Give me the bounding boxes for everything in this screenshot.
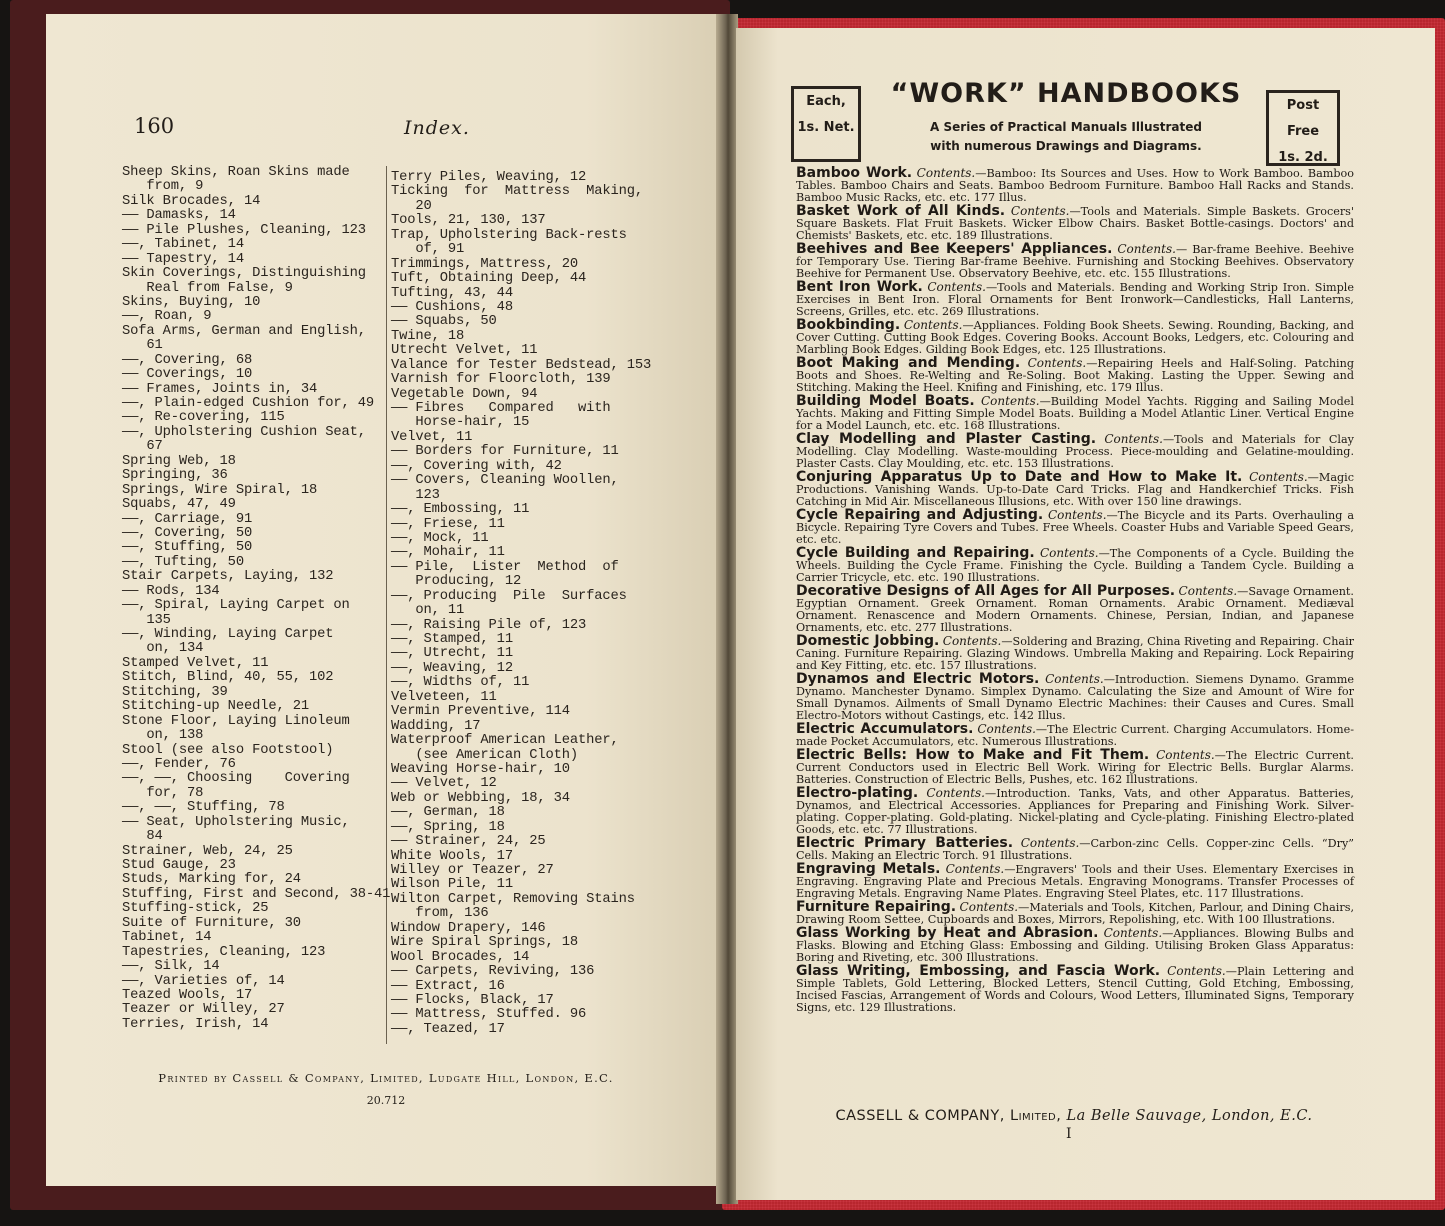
contents-label: Contents. <box>1167 964 1226 978</box>
contents-label: Contents. <box>1178 584 1238 598</box>
contents-label: Contents. <box>1249 470 1308 484</box>
contents-label: Contents. <box>977 722 1036 736</box>
handbook-entry <box>796 279 1354 318</box>
index-line: (see American Cloth) <box>391 747 578 763</box>
index-line: Sofa Arms, German and English, <box>122 323 366 339</box>
index-line: for, 78 <box>122 785 204 801</box>
index-line: ——, Producing Pile Surfaces <box>391 588 627 604</box>
index-line: ——, Teazed, 17 <box>391 1021 505 1037</box>
handbook-description: —The Components of a Cycle. Building the Wheels. Building the Cycle Frame. Finishing the Cycle. Building a Tandem Cycle. Building a Carrier Tricycle, etc. etc. 190 Illustrations. <box>796 547 1354 584</box>
index-line: Willey or Teazer, 27 <box>391 863 554 878</box>
handbook-description: —Appliances. Folding Book Sheets. Sewing. Rounding, Backing, and Cover Cutting. Cutting Book Edges. Covering Books. Account Books, Ledgers, etc. Colouring and Marbling Book Edges. Gilding Book Edges, etc. 125 Illustrations. <box>796 319 1354 356</box>
contents-label: Contents. <box>1104 432 1163 446</box>
index-line: from, 9 <box>122 179 204 195</box>
index-line: ——, Tufting, 50 <box>122 554 244 570</box>
index-line: ——, Fender, 76 <box>122 756 236 772</box>
index-line: Springs, Wire Spiral, 18 <box>122 482 318 498</box>
index-line: —— Damasks, 14 <box>122 208 236 224</box>
index-line: ——, Covering, 50 <box>122 525 253 541</box>
handbook-entry <box>796 835 1354 862</box>
handbook-description: —Introduction. Siemens Dynamo. Gramme Dynamo. Manchester Dynamo. Simplex Dynamo. Calculating the Size and Amount of Wire for Small Dynamos. Ailments of Small Dynamo Electric Machines: their Causes and Cures. Small Electro-Motors without Castings, etc. 142 Illus. <box>796 673 1354 722</box>
index-line: Trimmings, Mattress, 20 <box>391 256 578 272</box>
handbook-description: —Engravers' Tools and their Uses. Elementary Exercises in Engraving. Engraving Plate and Precious Metals. Engraving Monograms. Transfer Processes of Engraving Metals. Engraving Name Plates. Engraving Steel Plates, etc. 117 Illustrations. <box>796 863 1354 900</box>
index-line: Tuft, Obtaining Deep, 44 <box>391 271 587 287</box>
handbook-title: Dynamos and Electric Motors. <box>796 671 1040 687</box>
index-column-1 <box>122 166 390 1032</box>
handbook-title: Beehives and Bee Keepers' Appliances. <box>796 241 1113 257</box>
index-line: —— Pile, Lister Method of <box>391 559 619 575</box>
handbook-description: —The Electric Current. Charging Accumulators. Home-made Pocket Accumulators, etc. Numerous Illustrations. <box>796 723 1355 748</box>
handbook-entry <box>796 785 1354 836</box>
handbook-description: —Tools and Materials. Bending and Working Strip Iron. Simple Exercises in Bent Iron. Floral Ornaments for Bent Ironwork—Candlesticks, Hall Lanterns, Screens, Grilles, etc. etc. 269 Illustrations. <box>796 281 1354 318</box>
handbook-title: Bent Iron Work. <box>796 279 923 295</box>
handbook-description: —Tools and Materials. Simple Baskets. Grocers' Square Baskets. Flat Fruit Baskets. Wicker Elbow Chairs. Basket Bottle-casings. Doctors' and Chemists' Baskets, etc. etc. 189 Illustrations. <box>796 205 1354 242</box>
handbook-title: Boot Making and Mending. <box>796 355 1021 371</box>
contents-label: Contents. <box>916 166 976 180</box>
index-line: ——, Widths of, 11 <box>391 675 530 691</box>
contents-label: Contents. <box>1020 836 1080 850</box>
handbook-entry <box>796 671 1354 722</box>
advert-subtitle <box>876 118 1256 156</box>
index-line: ——, Covering with, 42 <box>391 458 562 474</box>
index-line: 84 <box>122 829 163 845</box>
contents-label: Contents. <box>1156 748 1215 762</box>
index-line: Teazer or Willey, 27 <box>122 1002 285 1018</box>
index-line: 20 <box>391 198 432 214</box>
handbook-title: Electro-plating. <box>796 785 919 801</box>
index-line: on, 11 <box>391 603 465 619</box>
index-line: ——, Varieties of, 14 <box>122 973 285 989</box>
index-line: Stitching, 39 <box>122 684 228 700</box>
index-line: 135 <box>122 612 171 628</box>
handbook-title: Glass Working by Heat and Abrasion. <box>796 925 1099 941</box>
contents-label: Contents. <box>1027 356 1087 370</box>
index-line: Twine, 18 <box>391 328 465 344</box>
index-line: ——, Friese, 11 <box>391 516 505 532</box>
price-box-each <box>791 86 861 162</box>
handbook-title: Building Model Boats. <box>796 393 975 409</box>
print-code: 20.712 <box>366 1094 406 1107</box>
contents-label: Contents. <box>1040 546 1099 560</box>
index-line: ——, Carriage, 91 <box>122 511 253 527</box>
index-line: Stamped Velvet, 11 <box>122 655 269 671</box>
index-line: Valance for Tester Bedstead, 153 <box>391 357 652 373</box>
index-line: Wilton Carpet, Removing Stains <box>391 891 635 907</box>
index-line: Trap, Upholstering Back-rests <box>391 227 627 243</box>
contents-label: Contents. <box>1010 204 1070 218</box>
index-line: —— Frames, Joints in, 34 <box>122 381 318 397</box>
publisher-name: CASSELL & COMPANY, <box>835 1108 1010 1124</box>
contents-label: Contents. <box>942 634 1002 648</box>
handbook-description: —The Electric Current. Current Conductors used in Electric Bell Work. Wiring for Electric Bells. Burglar Alarms. Batteries. Construction of Electric Bells, Pushes, etc. 162 Illustrations. <box>796 749 1354 786</box>
index-line: Velvet, 11 <box>391 429 473 445</box>
handbook-title: Bookbinding. <box>796 317 901 333</box>
index-line: Wool Brocades, 14 <box>391 949 530 965</box>
handbook-title: Clay Modelling and Plaster Casting. <box>796 431 1097 447</box>
handbook-entry <box>796 317 1354 356</box>
index-line: Spring Web, 18 <box>122 453 236 469</box>
index-line: Springing, 36 <box>122 468 228 484</box>
index-line: from, 136 <box>391 906 489 922</box>
index-line: Teazed Wools, 17 <box>122 987 253 1003</box>
handbook-description: —Magic Productions. Vanishing Wands. Up-to-Date Card Tricks. Flag and Handkerchief Tricks. Fish Catching in Mid Air. Miscellaneous Illusions, etc. With over 150 line drawings. <box>796 471 1354 508</box>
handbook-entry <box>796 747 1354 786</box>
handbook-description: —Bamboo: Its Sources and Uses. How to Work Bamboo. Bamboo Tables. Bamboo Chairs and Seats. Bamboo Bedroom Furniture. Bamboo Hall Racks and Stands. Bamboo Music Racks, etc. etc. 177 Illus. <box>796 167 1355 204</box>
index-line: ——, Raising Pile of, 123 <box>391 617 587 633</box>
index-line: ——, ——, Stuffing, 78 <box>122 800 285 816</box>
index-line: ——, Winding, Laying Carpet <box>122 627 334 642</box>
handbook-description: —Repairing Heels and Half-Soling. Patching Boots and Shoes. Re-Welting and Re-Soling. Boot Making. Lasting the Upper. Sewing and Stitching. Making the Heel. Knifing and Finishing, etc. 179 Illus. <box>796 357 1354 394</box>
index-line: 123 <box>391 487 440 503</box>
index-line: Terry Piles, Weaving, 12 <box>391 170 587 185</box>
handbook-title: Decorative Designs of All Ages for All Purposes. <box>796 583 1176 599</box>
index-column-2 <box>391 171 651 1037</box>
handbook-entry <box>796 633 1354 672</box>
index-line: on, 138 <box>122 728 204 744</box>
handbook-description: —Materials and Tools, Kitchen, Parlour, and Dining Chairs, Drawing Room Settee, Cupboards and Boxes, Mirrors, Repolishing, etc. With 100 Illustrations. <box>796 901 1355 926</box>
index-line: ——, Utrecht, 11 <box>391 646 513 662</box>
index-line: Producing, 12 <box>391 574 522 590</box>
handbook-entry <box>796 721 1355 748</box>
index-line: White Wools, 17 <box>391 848 513 864</box>
advert-title: “WORK” HANDBOOKS <box>890 78 1242 109</box>
index-line: Squabs, 47, 49 <box>122 497 236 513</box>
index-line: —— Strainer, 24, 25 <box>391 834 546 850</box>
index-line: —— Seat, Upholstering Music, <box>122 814 350 830</box>
subtitle-line-1: A Series of Practical Manuals Illustrated <box>930 120 1202 134</box>
index-line: Skin Coverings, Distinguishing <box>122 266 366 282</box>
handbook-description: —The Bicycle and its Parts. Overhauling a Bicycle. Repairing Tyre Covers and Tubes. Free Wheels. Coaster Hubs and Variable Speed Gears, etc. etc. <box>796 509 1354 546</box>
handbook-description: — Bar-frame Beehive. Beehive for Temporary Use. Tiering Bar-frame Beehive. Furnishing and Stocking Beehives. Observatory Beehive for Permanent Use. Observatory Beehive, etc. etc. 155 Illustrations. <box>796 243 1354 280</box>
index-line: on, 134 <box>122 641 204 657</box>
handbook-description: —Savage Ornament. Egyptian Ornament. Greek Ornament. Roman Ornaments. Arabic Ornament. Mediæval Ornament. Renascence and Modern Ornaments. Chinese, Persian, Indian, and Japanese Ornaments, etc. etc. 277 Illustrations. <box>796 585 1354 634</box>
index-line: Stuffing, First and Second, 38-41 <box>122 886 391 902</box>
handbook-entry <box>796 165 1355 204</box>
index-line: ——, Covering, 68 <box>122 352 253 368</box>
handbook-entry <box>796 583 1354 634</box>
handbook-title: Electric Primary Batteries. <box>796 835 1014 851</box>
subtitle-line-2: with numerous Drawings and Diagrams. <box>930 139 1202 153</box>
index-line: Vegetable Down, 94 <box>391 386 538 402</box>
price-each-value: 1s. Net. <box>797 120 855 135</box>
index-line: Wilson Pile, 11 <box>391 877 513 893</box>
contents-label: Contents. <box>926 786 985 800</box>
index-line: ——, Spring, 18 <box>391 819 505 835</box>
index-line: Sheep Skins, Roan Skins made <box>122 165 350 180</box>
index-line: Tabinet, 14 <box>122 930 212 946</box>
index-line: —— Pile Plushes, Cleaning, 123 <box>122 222 366 238</box>
handbook-entry <box>796 925 1354 964</box>
handbook-title: Cycle Building and Repairing. <box>796 545 1035 561</box>
index-line: ——, Plain-edged Cushion for, 49 <box>122 396 375 411</box>
index-line: Terries, Irish, 14 <box>122 1016 269 1032</box>
index-line: Varnish for Floorcloth, 139 <box>391 372 611 388</box>
contents-label: Contents. <box>945 862 1005 876</box>
price-post-label: Post Free <box>1286 98 1320 139</box>
right-page-advert <box>736 28 1435 1200</box>
contents-label: Contents. <box>903 318 963 332</box>
index-line: —— Velvet, 12 <box>391 776 497 792</box>
index-line: Suite of Furniture, 30 <box>122 915 301 931</box>
index-line: Tufting, 43, 44 <box>391 285 513 301</box>
handbook-title: Cycle Repairing and Adjusting. <box>796 507 1044 523</box>
handbook-entry <box>796 393 1354 432</box>
index-line: Silk Brocades, 14 <box>122 193 261 209</box>
handbook-entry <box>796 241 1354 280</box>
index-line: —— Coverings, 10 <box>122 367 253 383</box>
handbook-entry <box>796 899 1355 926</box>
index-line: Stool (see also Footstool) <box>122 742 334 758</box>
handbook-title: Conjuring Apparatus Up to Date and How to Make It. <box>796 469 1243 485</box>
price-box-post-free <box>1266 90 1340 166</box>
handbook-description: —Introduction. Tanks, Vats, and other Apparatus. Batteries, Dynamos, and Electrical Accessories. Appliances for Preparing and Finishing Work. Silver-plating. Copper-plating. Gold-plating. Nickel-plating and Cycle-plating. Finishing Electro-plated Goods, etc. etc. 77 Illustrations. <box>796 787 1354 836</box>
handbook-entry <box>796 963 1354 1014</box>
index-line: Studs, Marking for, 24 <box>122 872 301 888</box>
index-line: Tools, 21, 130, 137 <box>391 213 546 229</box>
index-line: Wire Spiral Springs, 18 <box>391 935 578 951</box>
handbook-entry <box>796 507 1354 546</box>
book-gutter <box>716 14 738 1204</box>
page-number: 160 <box>134 114 175 138</box>
index-line: ——, Silk, 14 <box>122 959 220 975</box>
index-line: —— Flocks, Black, 17 <box>391 992 554 1008</box>
handbook-title: Electric Bells: How to Make and Fit Them. <box>796 747 1150 763</box>
contents-label: Contents. <box>981 394 1040 408</box>
index-line: Tapestries, Cleaning, 123 <box>122 944 326 960</box>
index-line: Web or Webbing, 18, 34 <box>391 790 570 806</box>
index-line: —— Borders for Furniture, 11 <box>391 444 619 460</box>
index-line: ——, Re-covering, 115 <box>122 410 285 426</box>
handbook-entry <box>796 861 1354 900</box>
index-line: Strainer, Web, 24, 25 <box>122 843 293 859</box>
contents-label: Contents. <box>927 280 986 294</box>
index-line: Stair Carpets, Laying, 132 <box>122 569 334 585</box>
index-line: ——, Spiral, Laying Carpet on <box>122 598 350 614</box>
signature-mark: I <box>1066 1126 1072 1142</box>
index-line: ——, Tabinet, 14 <box>122 237 244 253</box>
index-line: ——, Stuffing, 50 <box>122 540 253 556</box>
index-line: Stud Gauge, 23 <box>122 858 236 873</box>
index-line: ——, Weaving, 12 <box>391 660 513 676</box>
index-line: Waterproof American Leather, <box>391 733 619 749</box>
handbook-title: Furniture Repairing. <box>796 899 957 915</box>
index-line: Real from False, 9 <box>122 280 293 296</box>
index-line: Stitch, Blind, 40, 55, 102 <box>122 670 334 686</box>
index-line: —— Squabs, 50 <box>391 314 497 330</box>
running-head: Index. <box>404 117 470 139</box>
handbook-description: —Appliances. Blowing Bulbs and Flasks. Blowing and Etching Glass: Embossing and Gilding. Utilising Broken Glass Apparatus: Boring and Riveting, etc. 300 Illustrations. <box>796 927 1354 964</box>
handbook-title: Bamboo Work. <box>796 165 913 181</box>
index-line: —— Fibres Compared with <box>391 401 611 416</box>
index-line: Wadding, 17 <box>391 718 481 734</box>
publisher-address: La Belle Sauvage, London, E.C. <box>1066 1108 1313 1124</box>
index-line: —— Extract, 16 <box>391 978 505 994</box>
handbook-title: Engraving Metals. <box>796 861 941 877</box>
index-line: Stone Floor, Laying Linoleum <box>122 713 350 729</box>
publisher-line <box>784 1108 1364 1124</box>
index-line: 61 <box>122 338 163 354</box>
index-line: of, 91 <box>391 242 465 258</box>
handbook-entry <box>796 355 1354 394</box>
index-line: Stuffing-stick, 25 <box>122 901 269 917</box>
index-line: —— Mattress, Stuffed. 96 <box>391 1007 587 1023</box>
publisher-limited: Limited, <box>1009 1108 1067 1124</box>
index-line: Weaving Horse-hair, 10 <box>391 761 570 777</box>
price-each-label: Each, <box>806 94 846 109</box>
handbook-description: —Plain Lettering and Simple Tablets, Gold Lettering, Blocked Letters, Stencil Cutting, Gold Etching, Embossing, Incised Fascias, Arrangement of Words and Colours, Wood Letters, Illuminated Signs, Temporary Signs, etc. 129 Illustrations. <box>796 965 1354 1014</box>
index-line: —— Rods, 134 <box>122 583 220 599</box>
index-line: ——, Embossing, 11 <box>391 502 530 518</box>
contents-label: Contents. <box>1117 242 1176 256</box>
contents-label: Contents. <box>1047 508 1107 522</box>
index-line: Stitching-up Needle, 21 <box>122 699 309 715</box>
contents-label: Contents. <box>1045 672 1104 686</box>
handbook-entry <box>796 431 1354 470</box>
index-line: Ticking for Mattress Making, <box>391 184 644 200</box>
handbook-title: Basket Work of All Kinds. <box>796 203 1006 219</box>
index-line: —— Covers, Cleaning Woollen, <box>391 473 619 489</box>
index-line: —— Carpets, Reviving, 136 <box>391 964 595 980</box>
handbook-title: Glass Writing, Embossing, and Fascia Work. <box>796 963 1161 979</box>
printer-imprint: Printed by Cassell & Company, Limited, Ludgate Hill, London, E.C. <box>158 1071 614 1085</box>
index-line: ——, ——, Choosing Covering <box>122 771 350 787</box>
handbook-description: —Building Model Yachts. Rigging and Sailing Model Yachts. Making and Fitting Simple Model Boats. Building a Model Atlantic Liner. Vertical Engine for a Model Launch, etc. etc. 168 Illustrations. <box>796 395 1354 432</box>
contents-label: Contents. <box>1103 926 1163 940</box>
index-line: Velveteen, 11 <box>391 689 497 705</box>
index-line: Window Drapery, 146 <box>391 920 546 936</box>
index-line: Vermin Preventive, 114 <box>391 704 570 720</box>
price-post-value: 1s. 2d. <box>1278 150 1328 165</box>
index-line: Skins, Buying, 10 <box>122 294 261 310</box>
index-line: —— Tapestry, 14 <box>122 251 244 267</box>
contents-label: Contents. <box>959 900 1019 914</box>
handbook-entry <box>796 469 1354 508</box>
index-line: ——, Stamped, 11 <box>391 632 513 647</box>
index-line: Utrecht Velvet, 11 <box>391 343 538 359</box>
left-page-index <box>46 14 722 1186</box>
handbook-description: —Tools and Materials for Clay Modelling. Clay Modelling. Waste-moulding Process. Piece-moulding and Gelatine-moulding. Plaster Casts. Clay Moulding, etc. etc. 153 Illustrations. <box>796 433 1354 470</box>
index-line: ——, Mock, 11 <box>391 530 489 546</box>
handbook-list <box>796 165 1355 1016</box>
index-line: ——, Upholstering Cushion Seat, <box>122 424 366 440</box>
index-line: Horse-hair, 15 <box>391 415 530 431</box>
handbook-description: —Carbon-zinc Cells. Copper-zinc Cells. “Dry” Cells. Making an Electric Torch. 91 Illustrations. <box>796 837 1354 862</box>
index-line: ——, Mohair, 11 <box>391 545 505 561</box>
index-line: ——, German, 18 <box>391 805 505 821</box>
handbook-entry <box>796 545 1354 584</box>
handbook-title: Domestic Jobbing. <box>796 633 940 649</box>
index-line: ——, Roan, 9 <box>122 309 212 325</box>
index-line: 67 <box>122 439 163 455</box>
handbook-title: Electric Accumulators. <box>796 721 974 737</box>
index-line: —— Cushions, 48 <box>391 299 513 315</box>
handbook-entry <box>796 203 1354 242</box>
handbook-description: —Soldering and Brazing, China Riveting and Repairing. Chair Caning. Furniture Repairing. Glazing Windows. Umbrella Making and Repairing. Lock Repairing and Key Fitting, etc. etc. 157 Illustrations. <box>796 635 1354 672</box>
